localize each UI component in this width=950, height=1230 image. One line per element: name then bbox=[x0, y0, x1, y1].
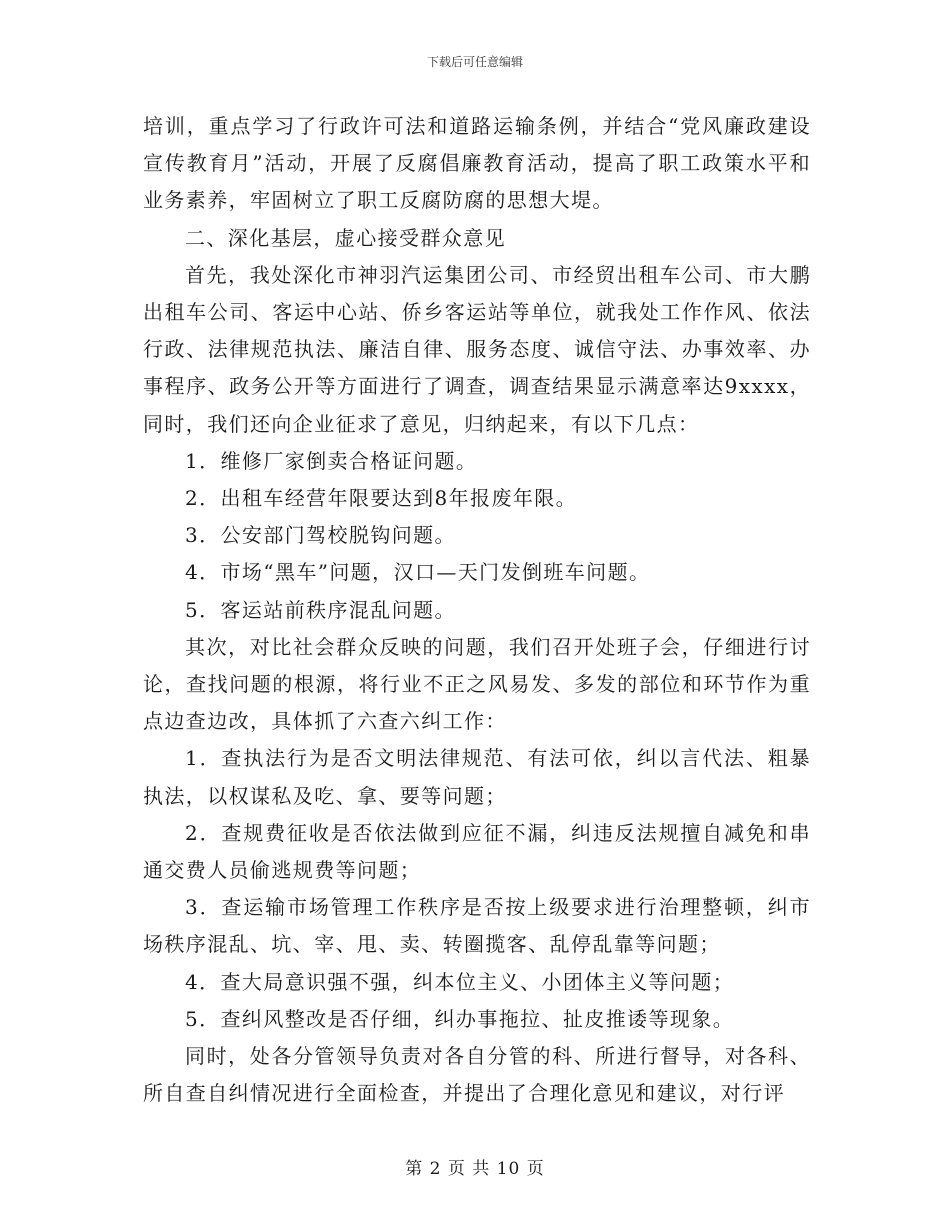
list-item: 2．查规费征收是否依法做到应征不漏，纠违反法规擅自减免和串通交费人员偷逃规费等问题； bbox=[143, 820, 811, 883]
document-body bbox=[143, 108, 811, 1112]
list-item: 1．维修厂家倒卖合格证问题。 bbox=[185, 448, 478, 473]
paragraph: 同时，处各分管领导负责对各自分管的科、所进行督导，对各科、所自查自纠情况进行全面检查，并提出了合理化意见和建议，对行评 bbox=[143, 1044, 811, 1106]
list-item: 4．市场“黑车”问题，汉口—天门发倒班车问题。 bbox=[185, 560, 651, 585]
list-item: 3．公安部门驾校脱钩问题。 bbox=[185, 523, 456, 548]
paragraph: 首先，我处深化市神羽汽运集团公司、市经贸出租车公司、市大鹏出租车公司、客运中心站、侨乡客运站等单位，就我处工作作风、依法行政、法律规范执法、廉洁自律、服务态度、诚信守法、办事效率、办事程序、政务公开等方面进行了调查，调查结果显示满意率达9xxxx，同时，我们还向企业征求了意见，归纳起来，有以下几点： bbox=[143, 262, 811, 436]
paragraph: 培训，重点学习了行政许可法和道路运输条例，并结合“党风廉政建设宣传教育月”活动，开展了反腐倡廉教育活动，提高了职工政策水平和业务素养，牢固树立了职工反腐防腐的思想大堤。 bbox=[143, 114, 811, 213]
list-item: 2．出租车经营年限要达到8年报废年限。 bbox=[185, 486, 578, 511]
list-item: 5．客运站前秩序混乱问题。 bbox=[185, 597, 456, 622]
section-heading: 二、深化基层，虚心接受群众意见 bbox=[185, 225, 506, 250]
list-item: 3．查运输市场管理工作秩序是否按上级要求进行治理整顿，纠市场秩序混乱、坑、宰、甩、卖、转圈揽客、乱停乱靠等问题； bbox=[143, 895, 811, 957]
paragraph: 其次，对比社会群众反映的问题，我们召开处班子会，仔细进行讨论，查找问题的根源，将行业不正之风易发、多发的部位和环节作为重点边查边改，具体抓了六查六纠工作： bbox=[143, 634, 811, 734]
page-number-footer: 第 2 页 共 10 页 bbox=[405, 1159, 545, 1179]
list-item: 4．查大局意识强不强，纠本位主义、小团体主义等问题； bbox=[185, 969, 735, 994]
header-note: 下载后可任意编辑 bbox=[426, 55, 523, 69]
list-item: 5．查纠风整改是否仔细，纠办事拖拉、扯皮推诿等现象。 bbox=[185, 1006, 735, 1031]
list-item: 1．查执法行为是否文明法律规范、有法可依，纠以言代法、粗暴执法，以权谋私及吃、拿、要等问题； bbox=[143, 746, 811, 808]
